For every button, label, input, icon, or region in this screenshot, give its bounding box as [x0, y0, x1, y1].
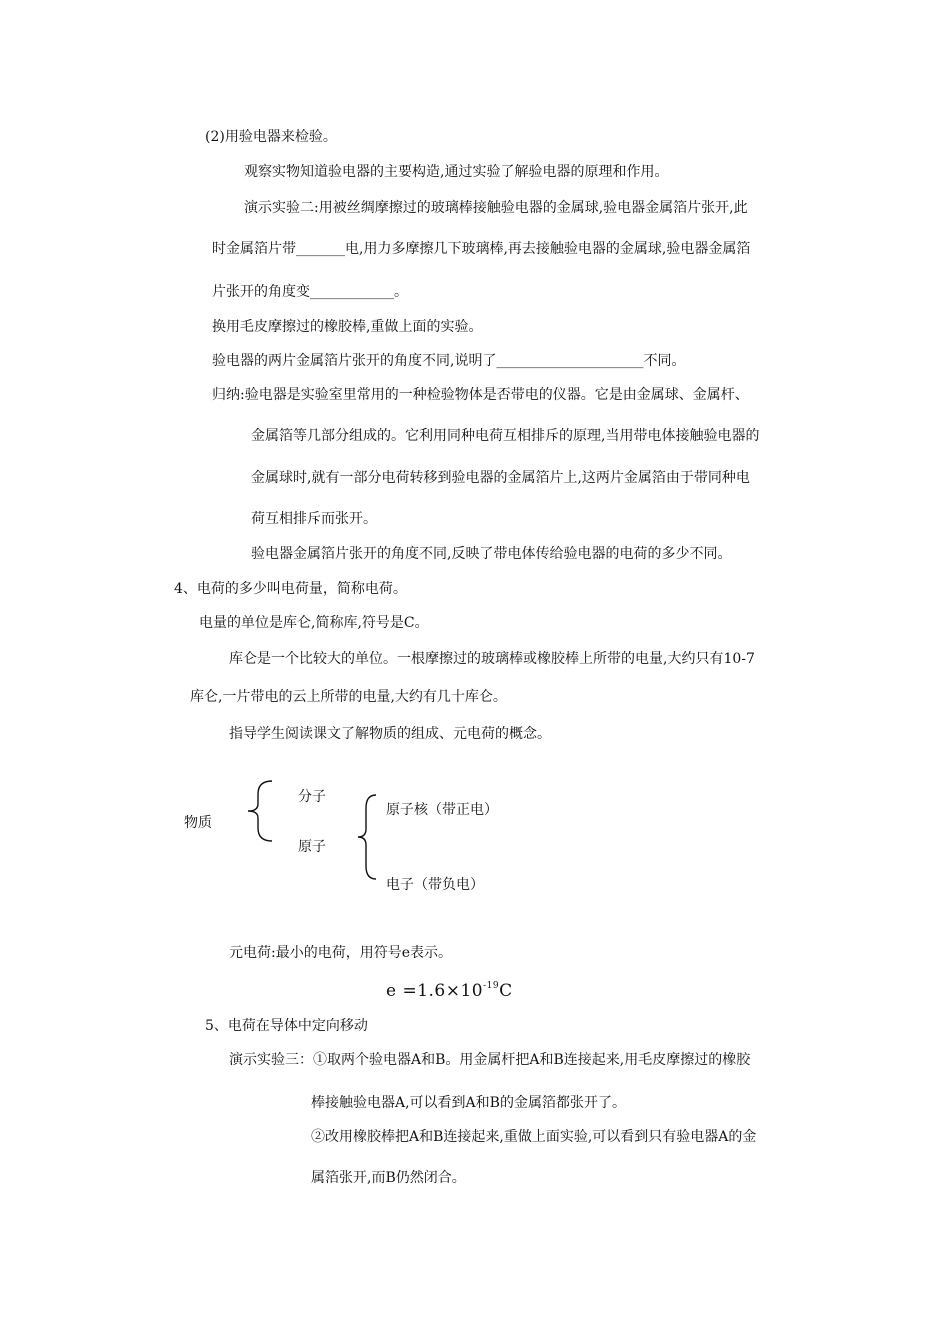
diagram-nucleus-label: 原子核（带正电） [386, 802, 498, 818]
paragraph-line: 库仑,一片带电的云上所带的电量,大约有几十库仑。 [190, 689, 507, 705]
left-brace-icon [352, 792, 382, 882]
formula-symbol: e [386, 981, 397, 1001]
paragraph-line: 观察实物知道验电器的主要构造,通过实验了解验电器的原理和作用。 [244, 164, 669, 180]
paragraph-line: 库仑是一个比较大的单位。一根摩擦过的玻璃棒或橡胶棒上所带的电量,大约只有10-7 [229, 651, 755, 667]
section-heading-current: 5、电荷在导体中定向移动 [205, 1018, 368, 1034]
paragraph-line: 片张开的角度变____________。 [212, 284, 408, 300]
diagram-molecule-label: 分子 [298, 789, 326, 805]
section-heading-charge: 4、电荷的多少叫电荷量，简称电荷。 [174, 581, 407, 597]
paragraph-line: 归纳:验电器是实验室里常用的一种检验物体是否带电的仪器。它是由金属球、金属杆、 [212, 387, 749, 403]
paragraph-line: 演示实验三：①取两个验电器A和B。用金属杆把A和B连接起来,用毛皮摩擦过的橡胶 [229, 1052, 751, 1068]
paragraph-line: 棒接触验电器A,可以看到A和B的金属箔都张开了。 [311, 1095, 626, 1111]
formula-value: =1.6×10 [402, 981, 484, 1001]
paragraph-line: 验电器的两片金属箔片张开的角度不同,说明了_____________________不同。 [212, 353, 686, 369]
paragraph-line: 金属球时,就有一部分电荷转移到验电器的金属箔片上,这两片金属箔由于带同种电 [251, 470, 750, 486]
paragraph-line: 属箔张开,而B仍然闭合。 [311, 1170, 466, 1186]
section-heading-electroscope: (2)用验电器来检验。 [205, 129, 337, 145]
paragraph-line: 元电荷:最小的电荷，用符号e表示。 [229, 945, 453, 961]
elementary-charge-formula [386, 977, 513, 1000]
diagram-electron-label: 电子（带负电） [386, 877, 484, 893]
paragraph-line: 电量的单位是库仑,简称库,符号是C。 [199, 615, 429, 631]
paragraph-line: 验电器金属箔片张开的角度不同,反映了带电体传给验电器的电荷的多少不同。 [251, 546, 732, 562]
paragraph-line: 时金属箔片带_______电,用力多摩擦几下玻璃棒,再去接触验电器的金属球,验电器金属箔 [212, 241, 751, 257]
paragraph-line: 指导学生阅读课文了解物质的组成、元电荷的概念。 [229, 726, 551, 742]
diagram-atom-label: 原子 [298, 839, 326, 855]
paragraph-line: 荷互相排斥而张开。 [251, 511, 377, 527]
left-brace-icon [240, 778, 280, 844]
paragraph-line: 金属箔等几部分组成的。它利用同种电荷互相排斥的原理,当用带电体接触验电器的 [251, 428, 760, 444]
formula-exponent: -19 [483, 981, 500, 991]
paragraph-line: ②改用橡胶棒把A和B连接起来,重做上面实验,可以看到只有验电器A的金 [311, 1129, 757, 1145]
formula-unit: C [499, 981, 513, 1001]
paragraph-line: 演示实验二:用被丝绸摩擦过的玻璃棒接触验电器的金属球,验电器金属箔片张开,此 [244, 200, 748, 216]
diagram-matter-label: 物质 [184, 815, 212, 831]
paragraph-line: 换用毛皮摩擦过的橡胶棒,重做上面的实验。 [212, 319, 483, 335]
